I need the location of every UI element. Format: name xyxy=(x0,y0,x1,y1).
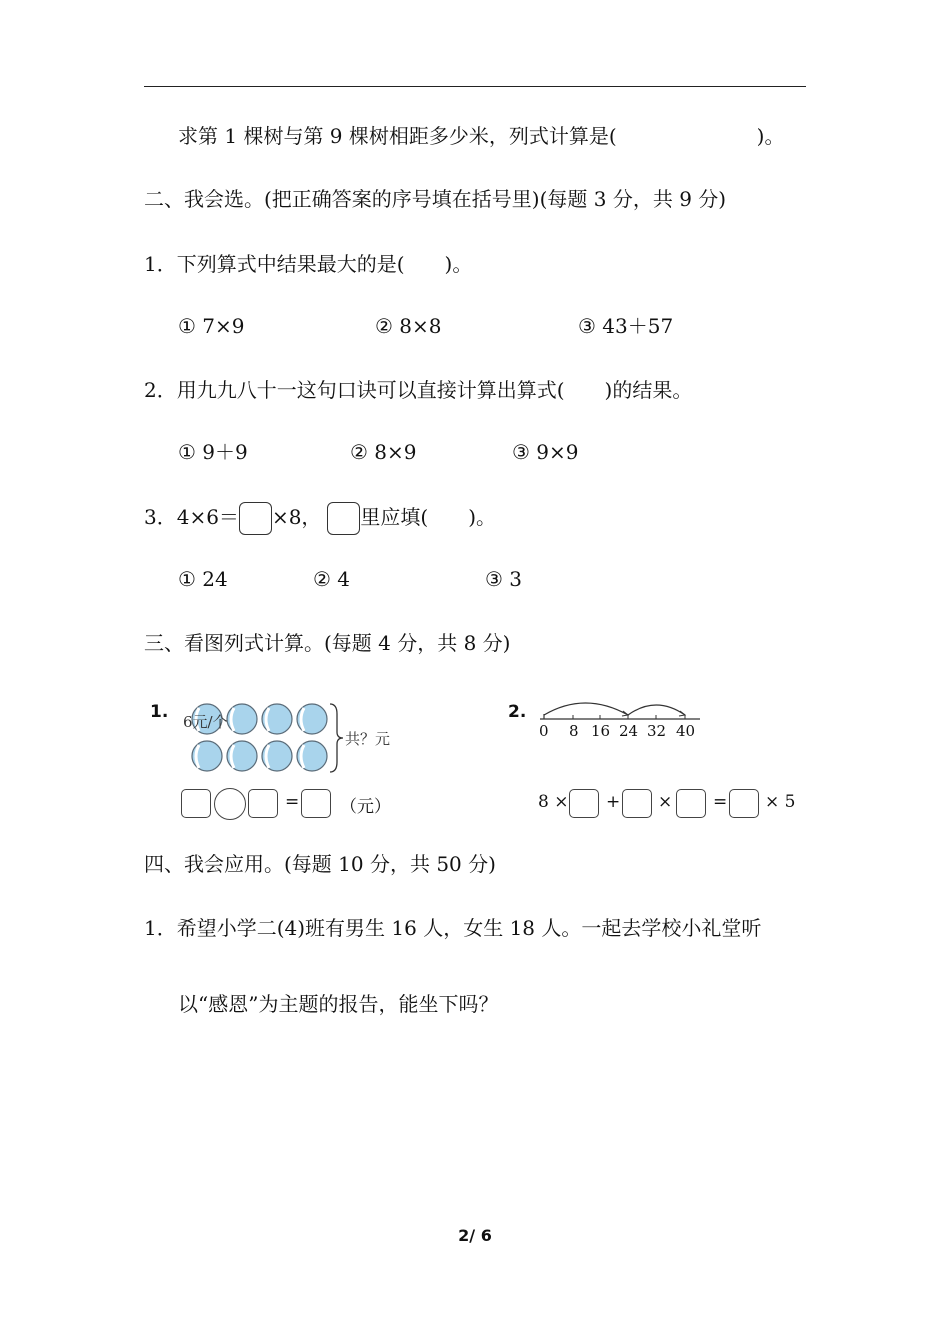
figure-2-label: 2. xyxy=(508,702,527,722)
answer-box[interactable] xyxy=(327,502,360,535)
ball-icon xyxy=(192,741,222,771)
s2-q3-option-3: ③ 3 xyxy=(485,567,523,591)
equals-sign: = xyxy=(285,792,300,812)
s2-q2-option-3: ③ 9×9 xyxy=(512,440,579,464)
section-4-title: 四、我会应用。(每题 10 分，共 50 分) xyxy=(144,852,496,876)
ball-icon xyxy=(297,704,327,734)
tick-label: 16 xyxy=(591,722,611,740)
s2-q1-option-3: ③ 43＋57 xyxy=(578,314,674,338)
answer-box[interactable] xyxy=(676,789,706,818)
answer-box[interactable] xyxy=(239,502,272,535)
s2-question-1: 1．下列算式中结果最大的是( )。 xyxy=(144,252,473,276)
unit-label: （元） xyxy=(340,797,391,817)
s2-q3-suffix: 里应填( )。 xyxy=(360,505,497,529)
equation-tail: × 5 xyxy=(765,792,796,812)
answer-box[interactable] xyxy=(181,789,211,818)
s2-q3-prefix: 3．4×6＝ xyxy=(144,505,239,529)
tick-label: 32 xyxy=(647,722,667,740)
s2-q2-option-1: ① 9＋9 xyxy=(178,440,248,464)
tick-label: 0 xyxy=(539,722,549,740)
tick-label: 8 xyxy=(569,722,579,740)
s4-question-1-line-1: 1．希望小学二(4)班有男生 16 人，女生 18 人。一起去学校小礼堂听 xyxy=(144,916,762,940)
question-continuation: 求第 1 棵树与第 9 棵树相距多少米，列式计算是( )。 xyxy=(178,124,785,148)
price-label: 6元/个 xyxy=(183,713,228,731)
header-rule xyxy=(144,86,806,87)
ball-icon xyxy=(262,741,292,771)
brace-icon xyxy=(330,704,343,772)
s2-q1-option-1: ① 7×9 xyxy=(178,314,245,338)
s2-q3-option-1: ① 24 xyxy=(178,567,228,591)
s2-q2-option-2: ② 8×9 xyxy=(350,440,417,464)
equals-sign: = xyxy=(713,792,728,812)
ball-icon xyxy=(227,741,257,771)
ball-icon xyxy=(227,704,257,734)
s2-q1-option-2: ② 8×8 xyxy=(375,314,442,338)
ball-icon xyxy=(262,704,292,734)
times-sign: × xyxy=(658,792,673,812)
s4-question-1-line-2: 以“感恩”为主题的报告，能坐下吗？ xyxy=(178,992,499,1016)
s2-q3-mid: ×8， xyxy=(271,505,322,529)
page-number: 2/ 6 xyxy=(458,1226,492,1245)
tick-label: 40 xyxy=(676,722,696,740)
plus-sign: + xyxy=(606,792,621,812)
operator-circle[interactable] xyxy=(214,788,246,820)
equation-lead: 8 × xyxy=(538,792,569,812)
section-3-title: 三、看图列式计算。(每题 4 分，共 8 分) xyxy=(144,631,511,655)
answer-box[interactable] xyxy=(248,789,278,818)
section-2-title: 二、我会选。(把正确答案的序号填在括号里)(每题 3 分，共 9 分) xyxy=(144,187,727,211)
total-label: 共？元 xyxy=(345,730,391,748)
ball-icon xyxy=(297,741,327,771)
answer-box[interactable] xyxy=(729,789,759,818)
s2-question-3 xyxy=(144,502,496,535)
answer-box[interactable] xyxy=(622,789,652,818)
s2-q3-option-2: ② 4 xyxy=(313,567,351,591)
figure-1-label: 1. xyxy=(150,702,169,722)
answer-box[interactable] xyxy=(569,789,599,818)
s2-question-2: 2．用九九八十一这句口诀可以直接计算出算式( )的结果。 xyxy=(144,378,693,402)
answer-box[interactable] xyxy=(301,789,331,818)
tick-label: 24 xyxy=(619,722,639,740)
